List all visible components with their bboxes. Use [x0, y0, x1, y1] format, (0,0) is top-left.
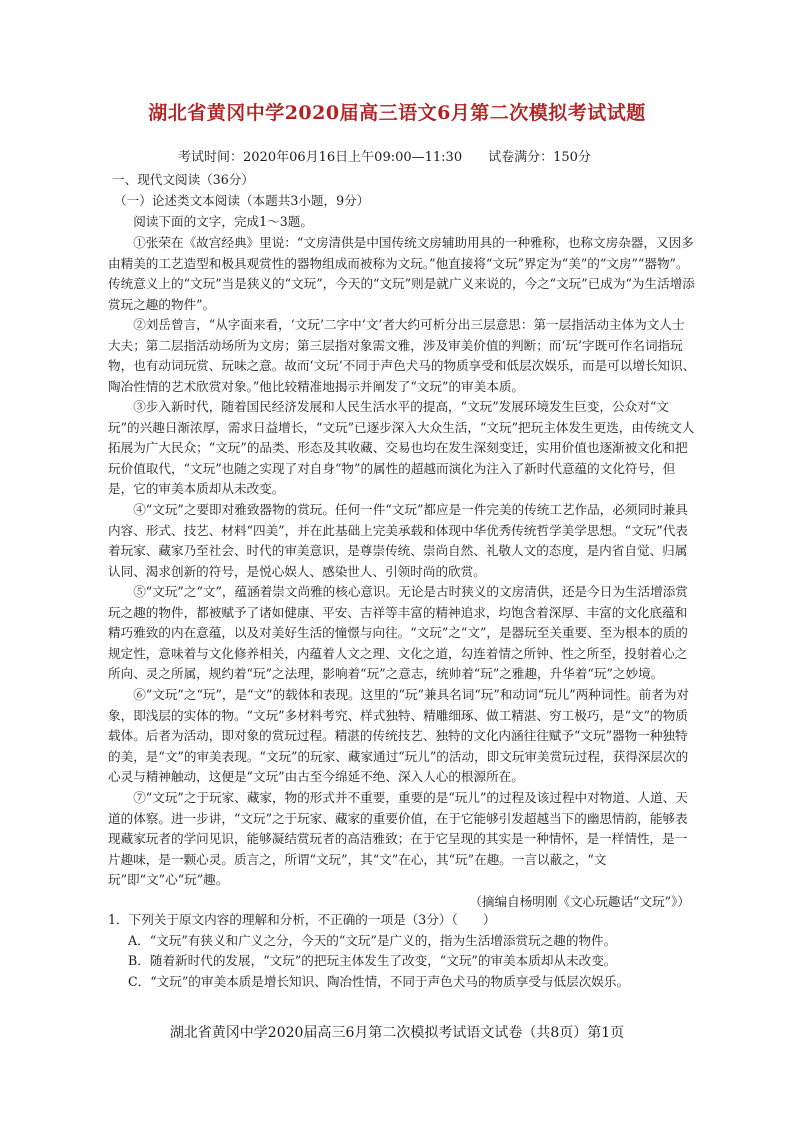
paragraph: ①张荣在《故宫经典》里说：“文房清供是中国传统文房辅助用具的一种雅称，也称文房杂器，又因多由精美的工艺造型和极具观赏性的器物组成而被称为文玩。”他直接将“文玩”界定为“美”的“文房”“器物”。传统意义上的“文玩”当是狭义的“文玩”，今天的“文玩”则是就广义来说的，今之“文玩”已成为“为生活增添赏玩之趣的物件”。: [108, 235, 695, 312]
question-option: B．随着新时代的发展，“文玩”的把玩主体发生了改变，“文玩”的审美本质却从未改变。: [128, 953, 617, 968]
source-citation: （摘编自杨明刚《文心玩趣话“文玩”》）: [469, 894, 690, 909]
question-option: C．“文玩”的审美本质是增长知识、陶冶性情，不同于声色犬马的物质享受与低层次娱乐。: [128, 973, 630, 989]
paragraph: ⑥“文玩”之“玩”，是“文”的载体和表现。这里的“玩”兼具名词“玩”和动词“玩儿”两种词性。前者为对象，即浅层的实体的物。“文玩”多材料考究、样式独特、精雕细琢、做工精湛、穷工极巧，是“文”的物质载体。后者为活动，即对象的赏玩过程。精湛的传统技艺、独特的文化内涵往往赋予“文玩”器物一种独特的美，是“文”的审美表现。“文玩”的玩家、藏家通过“玩儿”的活动，即文玩审美赏玩过程，获得深层次的心灵与精神触动，这便是“文玩”由古至今绵延不绝、深入人心的根源所在。: [108, 687, 690, 784]
paragraph: ③步入新时代，随着国民经济发展和人民生活水平的提高，“文玩”发展环境发生巨变，公众对“文玩”的兴趣日渐浓厚，需求日益增长，“文玩”已逐步深入大众生活，“文玩”把玩主体发生更迭，由传统文人拓展为广大民众；“文玩”的品类、形态及其收藏、交易也均在发生深刻变迁，实用价值也逐渐被文化和把玩价值取代，“文玩”也随之实现了对自身“物”的属性的超越而演化为注入了新时代意蕴的文化符号，但是，它的审美本质却从未改变。: [108, 399, 695, 496]
section-heading: 一、现代文阅读（36分）: [112, 172, 254, 187]
page-footer: 湖北省黄冈中学2020届高三6月第二次模拟考试语文试卷（共8页）第1页: [169, 1025, 625, 1041]
paragraph: ⑤“文玩”之“文”，蕴涵着崇文尚雅的核心意识。无论是古时狭义的文房清供，还是今日为生活增添赏玩之趣的物件，都被赋予了诸如健康、平安、吉祥等丰富的精神追求，均饱含着深厚、丰富的文化底蕴和精巧雅致的内在意蕴，以及对美好生活的憧憬与向往。“文玩”之“文”，是器玩至关重要、至为根本的质的规定性，意味着与文化修养相关，内蕴着人文之理、文化之道，勾连着情之所钟、性之所至，投射着心之所向、灵之所属，规约着“玩”之法理，影响着“玩”之意志，统帅着“玩”之雅趣，升华着“玩”之妙境。: [108, 584, 688, 681]
exam-meta: 考试时间：2020年06月16日上午09:00—11:30 试卷满分：150分: [178, 150, 591, 165]
paragraph: ⑦“文玩”之于玩家、藏家，物的形式并不重要，重要的是“玩儿”的过程及该过程中对物道、人道、天道的体察。进一步讲，“文玩”之于玩家、藏家的重要价值，在于它能够引发超越当下的幽思情韵，能够表现藏家玩者的学问见识，能够凝结赏玩者的高洁雅致；在于它呈现的其实是一种情怀，是一样情性，是一片趣味，是一颗心灵。质言之，所谓“文玩”，其“文”在心，其“玩”在趣。一言以蔽之，“文玩”即“文”心“玩”趣。: [108, 790, 688, 887]
paragraph: ④“文玩”之要即对雅致器物的赏玩。任何一件“文玩”都应是一件完美的传统工艺作品，必须同时兼具内容、形式、技艺、材料“四美”，并在此基础上完美承载和体现中华优秀传统哲学美学思想。“文玩”代表着玩家、藏家乃至社会、时代的审美意识，是尊崇传统、崇尚自然、礼敬人文的态度，是内省自觉、归属认同、渴求创新的符号，是悦心娱人、感染世人、引领时尚的欣赏。: [108, 502, 688, 579]
question-option: A．“文玩”有狭义和广义之分，今天的“文玩”是广义的，指为生活增添赏玩之趣的物件。: [128, 932, 617, 948]
question-stem: 1．下列关于原文内容的理解和分析，不正确的一项是（3分）（ ）: [108, 912, 496, 927]
instruction-text: 阅读下面的文字，完成1～3题。: [133, 214, 313, 229]
subsection-heading: （一）论述类文本阅读（本题共3小题，9分）: [114, 193, 370, 208]
paragraph: ②刘岳曾言，“从字面来看，‘文玩’二字中‘文’者大约可析分出三层意思：第一层指活动主体为文人士大夫；第二层指活动场所为文房；第三层指对象需文雅，涉及审美价值的判断；而‘玩’字既可作名词指玩物，也有动词玩赏、玩味之意。故而‘文玩’不同于声色犬马的物质享受和低层次娱乐，而是可以增长知识、陶冶性情的艺术欣赏对象。”他比较精准地揭示并阐发了“文玩”的审美本质。: [108, 317, 696, 394]
page-title: 湖北省黄冈中学2020届高三语文6月第二次模拟考试试题: [148, 102, 646, 124]
